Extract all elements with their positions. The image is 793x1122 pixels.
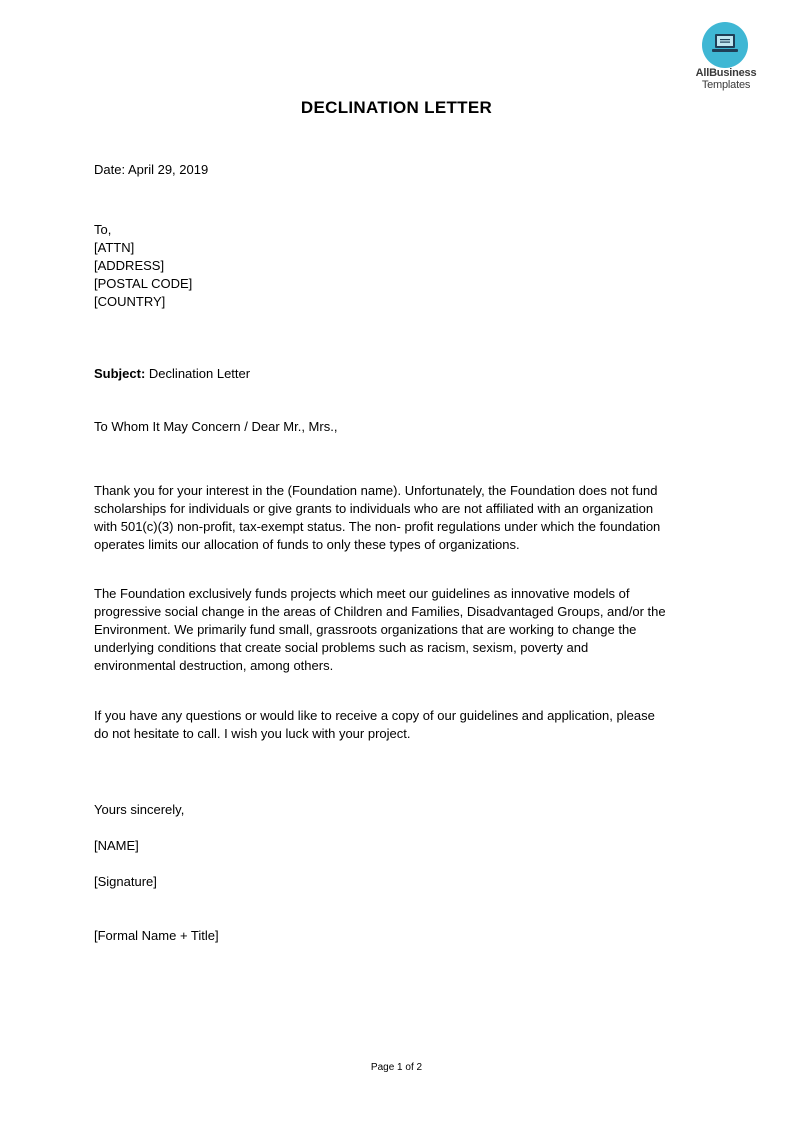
subject-line bbox=[94, 365, 250, 383]
recipient-line: [POSTAL CODE] bbox=[94, 276, 193, 291]
paragraph-line: with 501(c)(3) non-profit, tax-exempt status. The non- profit regulations under which the foundation bbox=[94, 519, 661, 534]
sender-name: [NAME] bbox=[94, 838, 139, 853]
body-paragraph bbox=[94, 482, 694, 554]
brand-logo bbox=[688, 22, 764, 94]
recipient-line: [ADDRESS] bbox=[94, 258, 165, 273]
paragraph-line: Thank you for your interest in the (Foundation name). Unfortunately, the Foundation does not fund bbox=[94, 483, 658, 498]
paragraph-line: If you have any questions or would like to receive a copy of our guidelines and application, please bbox=[94, 708, 655, 723]
paragraph-line: Environment. We primarily fund small, grassroots organizations that are working to change the bbox=[94, 622, 637, 637]
recipient-line: To, bbox=[94, 222, 112, 237]
paragraph-line: scholarships for individuals or give grants to individuals who are not affiliated with an organization bbox=[94, 501, 654, 516]
body-paragraph bbox=[94, 585, 694, 675]
subject-value: Declination Letter bbox=[148, 366, 251, 381]
laptop-icon bbox=[712, 33, 738, 55]
salutation: To Whom It May Concern / Dear Mr., Mrs., bbox=[94, 419, 338, 434]
logo-text bbox=[688, 67, 764, 91]
recipient-line: [ATTN] bbox=[94, 240, 135, 255]
paragraph-line: The Foundation exclusively funds projects which meet our guidelines as innovative models of bbox=[94, 586, 630, 601]
paragraph-line: environmental destruction, among others. bbox=[94, 658, 334, 673]
document-title: DECLINATION LETTER bbox=[300, 98, 493, 117]
paragraph-line: progressive social change in the areas of Children and Families, Disadvantaged Groups, and/or the bbox=[94, 604, 666, 619]
subject-label: Subject: bbox=[94, 366, 146, 381]
closing: Yours sincerely, bbox=[94, 802, 185, 817]
body-paragraph bbox=[94, 707, 694, 743]
logo-badge bbox=[702, 22, 748, 68]
logo-line-1: AllBusiness bbox=[695, 67, 757, 79]
signature-placeholder: [Signature] bbox=[94, 874, 157, 889]
paragraph-line: do not hesitate to call. I wish you luck with your project. bbox=[94, 726, 411, 741]
paragraph-line: underlying conditions that create social problems such as racism, sexism, poverty and bbox=[94, 640, 589, 655]
recipient-line: [COUNTRY] bbox=[94, 294, 166, 309]
paragraph-line: operates limits our allocation of funds to only these types of organizations. bbox=[94, 537, 520, 552]
page-number: Page 1 of 2 bbox=[370, 1062, 423, 1073]
logo-line-2: Templates bbox=[701, 79, 751, 91]
letter-date: Date: April 29, 2019 bbox=[94, 162, 209, 177]
formal-name-title: [Formal Name + Title] bbox=[94, 928, 219, 943]
